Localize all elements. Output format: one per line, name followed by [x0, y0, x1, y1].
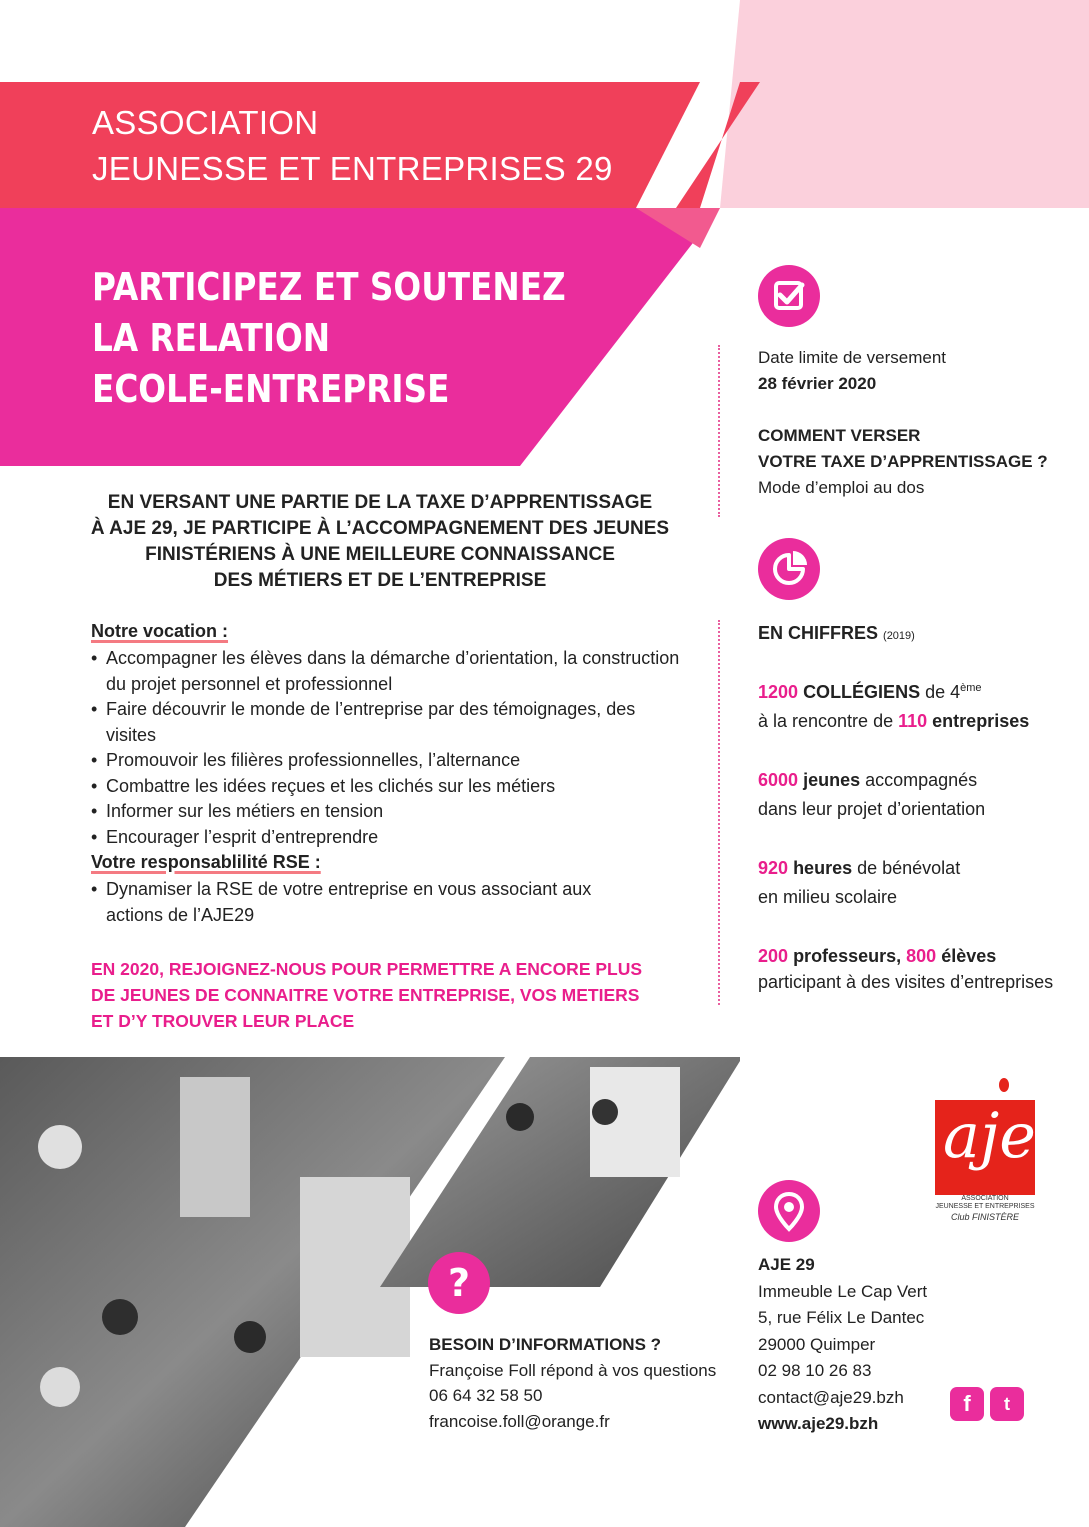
question-icon [428, 1252, 490, 1314]
list-item: • Informer sur les métiers en tension [91, 799, 681, 825]
info-block [429, 1332, 716, 1434]
logo-line-1: ASSOCIATION [961, 1195, 1009, 1202]
stat-rest: accompagnés [865, 770, 978, 790]
stat-collegiens [758, 675, 1053, 705]
list-item: • Faire découvrir le monde de l’entreprise par des témoignages, des visites [91, 697, 681, 748]
headline-line-3: ECOLE-ENTREPRISE [92, 367, 450, 411]
callout-line-1: EN 2020, REJOIGNEZ-NOUS POUR PERMETTRE A ENCORE PLUS [91, 959, 643, 979]
vocation-section [91, 621, 681, 850]
logo-line-2: JEUNESSE ET ENTREPRISES [935, 1203, 1035, 1210]
figures-title: EN CHIFFRES [758, 623, 879, 643]
stat-number: 1200 [758, 682, 799, 702]
address-block [758, 1252, 927, 1438]
info-email[interactable]: francoise.foll@orange.fr [429, 1411, 610, 1431]
vocation-list [91, 646, 681, 850]
info-phone[interactable]: 06 64 32 58 50 [429, 1386, 543, 1405]
list-item: • Dynamiser la RSE de votre entreprise en vous associant aux actions de l’AJE29 [91, 877, 651, 928]
stat-jeunes [758, 767, 1053, 793]
info-contact: Françoise Foll répond à vos questions [429, 1360, 717, 1380]
address-name: AJE 29 [758, 1255, 815, 1274]
how-line-1: COMMENT VERSER [758, 426, 921, 445]
facebook-icon[interactable]: f [950, 1387, 984, 1421]
stat-professeurs [758, 943, 1053, 969]
divider-line [718, 620, 720, 1005]
address-email[interactable]: contact@aje29.bzh [758, 1387, 904, 1407]
list-item: • Combattre les idées reçues et les clichés sur les métiers [91, 774, 681, 800]
rse-list [91, 877, 651, 928]
figures-year: (2019) [883, 630, 915, 642]
stat-word: professeurs [793, 946, 897, 966]
address-website[interactable]: www.aje29.bzh [758, 1414, 879, 1433]
rse-section [91, 852, 651, 928]
rse-title: Votre responsablilité RSE : [91, 852, 321, 872]
stat-sup: ème [960, 682, 982, 694]
stat-word: élèves [941, 946, 997, 966]
stat-rest: de bénévolat [857, 858, 961, 878]
checkbox-icon [758, 265, 820, 327]
pie-chart-icon [758, 538, 820, 600]
join-callout [91, 956, 642, 1034]
intro-line-3: FINISTÉRIENS À UNE MEILLEURE CONNAISSANCE [145, 544, 615, 565]
list-item: • Encourager l’esprit d’entreprendre [91, 825, 681, 851]
deadline-date: 28 février 2020 [758, 374, 877, 393]
location-pin-icon [758, 1180, 820, 1242]
stat-jeunes-line2: dans leur projet d’orientation [758, 799, 986, 819]
stat-word: entreprises [932, 711, 1030, 731]
address-line-1: Immeuble Le Cap Vert [758, 1281, 928, 1301]
stat-number: 800 [906, 946, 937, 966]
intro-line-1: EN VERSANT UNE PARTIE DE LA TAXE D’APPRENTISSAGE [107, 492, 653, 513]
callout-line-3: ET D’Y TROUVER LEUR PLACE [91, 1011, 355, 1031]
vocation-title: Notre vocation : [91, 621, 229, 641]
stat-number: 200 [758, 946, 789, 966]
stat-sep: , [896, 946, 902, 966]
address-line-3: 29000 Quimper [758, 1334, 876, 1354]
figures-block [758, 620, 1053, 995]
stat-word: heures [793, 858, 853, 878]
aje-logo [935, 1078, 1035, 1233]
association-title [92, 100, 613, 192]
stat-word: COLLÉGIENS [803, 682, 921, 702]
stat-collegiens-line2 [758, 708, 1053, 734]
logo-accent-icon [999, 1078, 1009, 1092]
stat-rest: de 4 [925, 682, 961, 702]
stat-heures-line2: en milieu scolaire [758, 887, 898, 907]
assoc-line-1: ASSOCIATION [92, 104, 319, 141]
stat-professeurs-line2: participant à des visites d’entreprises [758, 972, 1054, 992]
stat-number: 110 [898, 711, 928, 731]
deadline-label: Date limite de versement [758, 348, 947, 367]
stat-word: jeunes [803, 770, 861, 790]
intro-line-2: À AJE 29, JE PARTICIPE À L’ACCOMPAGNEMENT DES JEUNES [90, 518, 670, 539]
intro-line-4: DES MÉTIERS ET DE L’ENTREPRISE [213, 570, 547, 591]
deadline-block [758, 345, 1048, 501]
how-line-2: VOTRE TAXE D’APPRENTISSAGE ? [758, 452, 1048, 471]
logo-line-3: Club FINISTÈRE [950, 1212, 1019, 1222]
divider-line [718, 345, 720, 517]
intro-text [70, 490, 690, 594]
svg-text:?: ? [447, 1261, 471, 1305]
list-item: • Promouvoir les filières professionnelles, l’alternance [91, 748, 681, 774]
twitter-icon[interactable]: t [990, 1387, 1024, 1421]
stat-rest: à la rencontre de [758, 711, 894, 731]
headline-line-1: PARTICIPEZ ET SOUTENEZ [92, 265, 566, 309]
headline-line-2: LA RELATION [92, 316, 331, 360]
page-headline [92, 262, 566, 415]
figures-heading [758, 620, 1053, 649]
how-note: Mode d’emploi au dos [758, 478, 925, 497]
list-item: • Accompagner les élèves dans la démarche d’orientation, la construction du projet personnel et professionnel [91, 646, 681, 697]
stat-number: 920 [758, 858, 789, 878]
logo-text [935, 1195, 1035, 1223]
callout-line-2: DE JEUNES DE CONNAITRE VOTRE ENTREPRISE, VOS METIERS [91, 985, 640, 1005]
stat-heures [758, 855, 1053, 881]
address-line-2: 5, rue Félix Le Dantec [758, 1308, 925, 1327]
address-phone[interactable]: 02 98 10 26 83 [758, 1361, 872, 1380]
event-photo-collage [0, 1057, 740, 1527]
logo-mark: aje [943, 1099, 1036, 1172]
info-title: BESOIN D’INFORMATIONS ? [429, 1335, 662, 1354]
stat-number: 6000 [758, 770, 799, 790]
assoc-line-2: JEUNESSE ET ENTREPRISES 29 [92, 150, 613, 187]
